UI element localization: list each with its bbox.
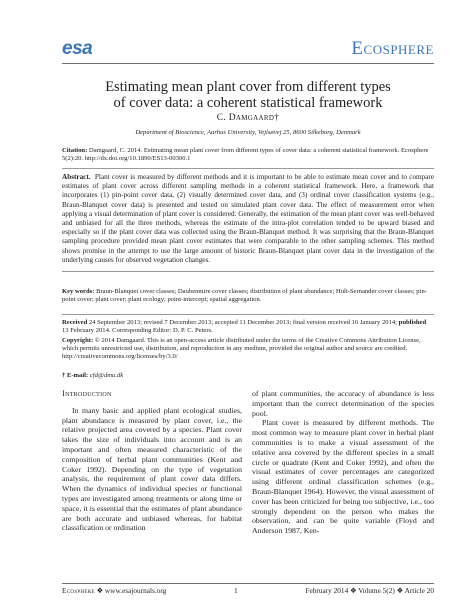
author: C. Damgaard†: [216, 113, 280, 123]
title-line-1: Estimating mean plant cover from different types: [105, 79, 391, 95]
affiliation: Department of Bioscience, Aarhus University, Vejlsøvej 25, 8600 Silkeborg, Denmark: [135, 129, 361, 136]
keywords-rule: [62, 314, 434, 315]
copyright-label: Copyright:: [62, 337, 94, 344]
keywords: [62, 288, 434, 304]
abstract-label: Abstract.: [62, 173, 91, 181]
copyright-text: © 2014 Damgaard. This is an open-access article distributed under the terms of the Creative Commons Attribution License, which permits unrestricted use, distribution, and reproduction in any medium, provided the original author and source are credited. http://creativecommons.org/licenses/by/3.0/: [62, 337, 421, 361]
keywords-text: Braun-Blanquet cover classes; Daubenmire cover classes; distribution of plant abundance; Hult-Sernander cover classes; pin-point cover; plant cover; plant ecology; point-intercept; spatial aggregation.: [62, 288, 427, 304]
received-text: 24 September 2013; revised 7 December 2013; accepted 11 December 2013; final version received 16 January 2014;: [87, 319, 399, 326]
corresponding-email: [62, 372, 434, 380]
issue-info: February 2014 ❖ Volume 5(2) ❖ Article 20: [305, 586, 434, 595]
citation-label: Citation:: [62, 147, 88, 154]
abstract-section: [62, 168, 434, 272]
received-label: Received: [62, 319, 88, 326]
footer-site[interactable]: ❖ www.esajournals.org: [94, 586, 167, 595]
published-label: published: [398, 319, 427, 326]
footer-rule: [62, 583, 434, 584]
paragraph: of plant communities, the accuracy of abundance is less important than the correct determination of the species pool.: [252, 389, 434, 418]
page-header: [62, 38, 434, 60]
abstract-text: Plant cover is measured by different methods and it is important to be able to estimate mean cover and to compare estimates of plant cover across different sampling methods in a coherent statistical framework. Here, a framework that incorporates (1) pin-point cover data, (2) visually determined cover data, and (3) ordinal cover classification systems (e.g., Braun-Blanquet cover data) is presented and tested on simulated plant cover data. The effect of measurement error when applying a visual determination of plant cover is considered. Generally, the estimation of the mean plant cover was well-behaved and unbiased for all the three methods, whereas the estimate of the intra-plot correlation tended to be upward biased and especially so if the plant cover data was collected using the Braun-Blanquet method. It was surprising that the Braun-Blanquet sampling procedure provided mean plant cover estimates that were comparable to the other sampling schemes. This method shows promise in the attempt to use the large amount of historic Braun-Blanquet plant cover data in the investigation of the underlying causes for observed vegetation changes.: [62, 173, 435, 264]
citation: [62, 147, 434, 163]
email-value[interactable]: cfd@dmu.dk: [88, 372, 124, 379]
header-rule: [62, 63, 434, 64]
esa-logo: esa: [62, 38, 93, 59]
article-title: [62, 79, 434, 111]
footer-journal: Ecosphere: [62, 586, 95, 595]
body-column-right: [252, 389, 434, 536]
email-label: † E-mail:: [62, 372, 89, 379]
body-column-left: [62, 389, 242, 533]
section-heading-introduction: Introduction: [62, 389, 112, 398]
footer-journal-info: [62, 586, 166, 595]
copyright: [62, 337, 434, 362]
page-number: 1: [234, 586, 238, 595]
page-footer: [62, 586, 434, 598]
journal-name: Ecosphere: [351, 38, 434, 59]
article-dates: [62, 319, 434, 335]
paragraph: In many basic and applied plant ecological studies, plant abundance is measured by plant cover, i.e., the relative projected area covered by a species. Plant cover takes the size of individuals into account and is an important and often measured characteristic of the composition of herbal plant communities (Kent and Coker 1992). Depending on the type of vegetation analysis, the requirement of plant cover data differs. When the dynamics of individual species or functional types are investigated among treatments or along time or space, it is essential that the estimates of plant abundance are both accurate and unbiased whereas, for habitat classification or ordination: [62, 405, 242, 533]
citation-text: Damgaard, C. 2014. Estimating mean plant cover from different types of cover data: a coherent statistical framework. Ecosphere 5(2):20. http://dx.doi.org/10.1890/ES13-00300.1: [62, 147, 429, 163]
published-text: 13 February 2014. Corresponding Editor: D. P. C. Peters.: [62, 327, 213, 335]
paragraph: Plant cover is measured by different methods. The most common way to measure plant cover in herbal plant communities is to make a visual assessment of the relative area covered by the different species in a small circle or quadrate (Kent and Coker 1992), and often the visual estimates of cover percentages are categorized using different ordinal classification schemes (e.g., Braun-Blanquet 1964). However, the visual assessment of cover has been criticized for being too subjective, i.e., too strongly dependent on the person who makes the observation, and can be quite variable (Floyd and Anderson 1987, Ken-: [252, 418, 434, 536]
keywords-label: Key words:: [62, 288, 95, 295]
abstract: [62, 173, 434, 265]
title-line-2: of cover data: a coherent statistical framework: [113, 95, 383, 111]
